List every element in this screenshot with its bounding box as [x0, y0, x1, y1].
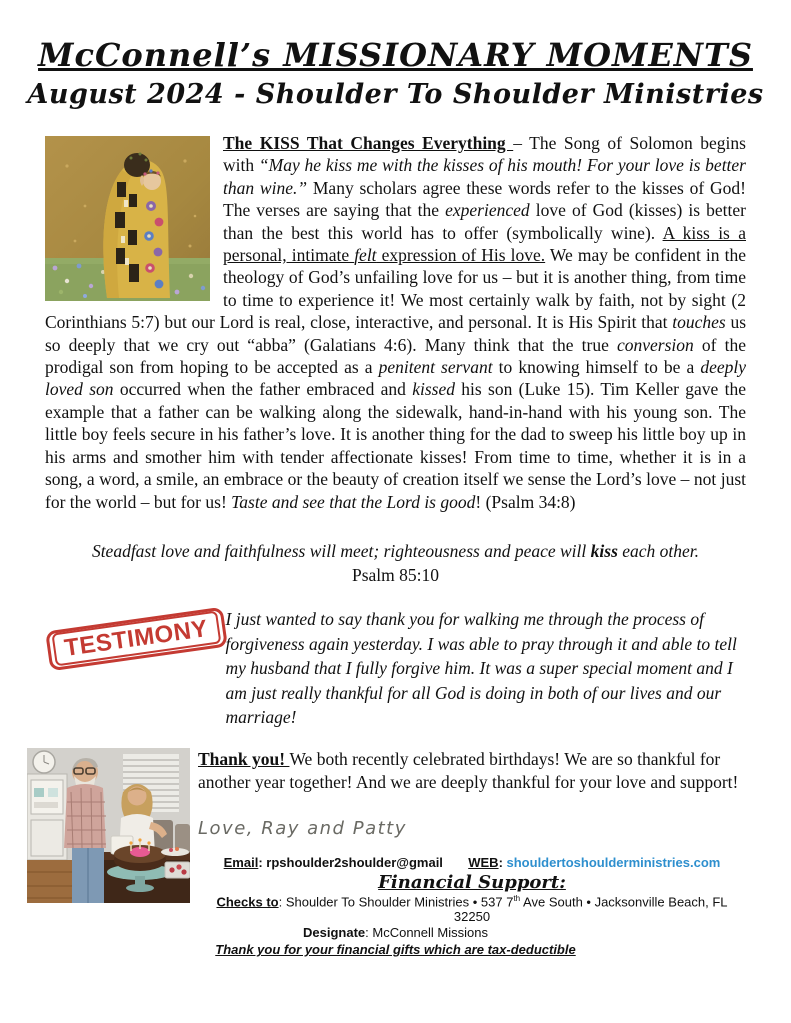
signature: Love, Ray and Patty — [198, 817, 407, 839]
text-segment: to knowing himself to be a — [492, 357, 701, 378]
verse-text — [45, 539, 746, 563]
text-segment: The KISS That Changes Everything — [223, 133, 514, 153]
text-segment: : McConnell Missions — [365, 925, 488, 941]
text-segment: expression of His love. — [376, 245, 546, 266]
testimony-text: I just wanted to say thank you for walking me through the process of forgiveness again yesterday. I was able to pray through it and able to tell my husband that I fully forgive him. It was a super special moment and I am just really thankful for all God is doing in both of our lives and our marriage! — [225, 608, 737, 728]
text-segment: A kiss is a personal, intimate — [223, 222, 746, 266]
text-segment: Ave South • Jacksonville Beach, FL 32250 — [453, 894, 728, 925]
text-segment: experienced — [445, 200, 530, 221]
couple-birthday-illustration — [27, 748, 190, 903]
klimt-kiss-painting — [45, 136, 210, 301]
text-segment: us so deeply that we cry out “abba” (Galatians 4:6). Many think that the true — [45, 312, 747, 355]
text-segment: conversion — [616, 334, 694, 355]
designate-line — [45, 925, 746, 940]
text-segment: each other. — [617, 540, 700, 561]
couple-birthday-photo — [27, 748, 190, 903]
masthead — [0, 0, 791, 110]
text-segment: love of God (kisses) is better than the best this world has to offer (symbolically wine). — [223, 200, 746, 243]
text-segment: : — [498, 854, 507, 870]
verse-reference: Psalm 85:10 — [351, 564, 440, 585]
text-segment: felt — [354, 245, 377, 266]
page-title: McConnell’s MISSIONARY MOMENTS — [38, 36, 753, 74]
testimony-stamp-column — [45, 607, 226, 662]
text-segment: WEB — [468, 854, 499, 870]
text-segment: “May he kiss me with the kisses of his mouth! For your love is better than wine.” — [223, 155, 746, 198]
text-segment: : Shoulder To Shoulder Ministries • 537 7 — [278, 894, 514, 910]
klimt-kiss-illustration — [45, 136, 210, 301]
article-section — [45, 132, 746, 513]
text-segment: – The Song of Solomon begins with — [223, 133, 746, 176]
text-segment: We may be confident in the theology of God’s unfailing love for us – but it is another thing, from time to time to experience it! We most certainly walk by faith, not by sight (2 Corinthians 5:7) but our Lord is real, close, interactive, and personal. It is His Spirit that — [45, 245, 746, 333]
text-segment: ! (Psalm 34:8) — [475, 491, 576, 512]
text-segment: Many scholars agree these words refer to the kisses of God! The verses are saying that the — [223, 177, 746, 221]
text-segment: occurred when the father embraced and — [113, 379, 413, 400]
page-subtitle: August 2024 - Shoulder To Shoulder Ministries — [27, 79, 764, 110]
testimony-stamp-label: TESTIMONY — [51, 610, 220, 666]
text-segment: penitent servant — [378, 357, 493, 378]
text-segment: touches — [672, 312, 726, 333]
text-segment: Steadfast love and faithfulness will meet; righteousness and peace will — [91, 540, 591, 561]
text-segment: deeply loved son — [45, 357, 746, 400]
website-link[interactable]: shouldertoshoulderministries.com — [506, 854, 721, 870]
text-segment: : rpshoulder2shoulder@gmail — [258, 854, 443, 870]
text-segment: We both recently celebrated birthdays! We are so thankful for another year together! And we are deeply thankful for your love and support! — [198, 748, 739, 792]
text-segment: of the prodigal son from hoping to be accepted as a — [45, 334, 746, 378]
text-segment: Designate — [303, 925, 366, 941]
text-segment: Taste and see that the Lord is good — [231, 491, 476, 512]
text-segment: his son (Luke 15). Tim Keller gave the example that a father can be walking along the sidewalk, hand-in-hand with his young son. The little boy feels secure in his father’s love. It is another thing for the dad to sweep his little boy up in his arms and smother him with tender affectionate kisses! From time to time, whether it is in a song, a word, a smile, an embrace or the beauty of creation itself we sense the Lord’s love – not just for the world – but for us! — [45, 379, 746, 512]
verse-quote — [45, 539, 746, 587]
testimony-section — [45, 607, 746, 730]
thank-you-section — [45, 748, 746, 957]
text-segment: kiss — [590, 540, 618, 561]
testimony-stamp — [45, 607, 227, 671]
text-segment: kissed — [412, 379, 455, 400]
financial-support-heading: Financial Support: — [378, 871, 566, 893]
tax-note: Thank you for your financial gifts which are tax-deductible — [215, 942, 576, 958]
text-segment: Thank you! — [198, 748, 290, 769]
text-segment: Checks to — [216, 894, 279, 910]
page-content — [45, 132, 746, 957]
text-segment — [443, 855, 468, 870]
text-segment: Email — [223, 854, 259, 870]
text-segment: th — [513, 893, 521, 903]
